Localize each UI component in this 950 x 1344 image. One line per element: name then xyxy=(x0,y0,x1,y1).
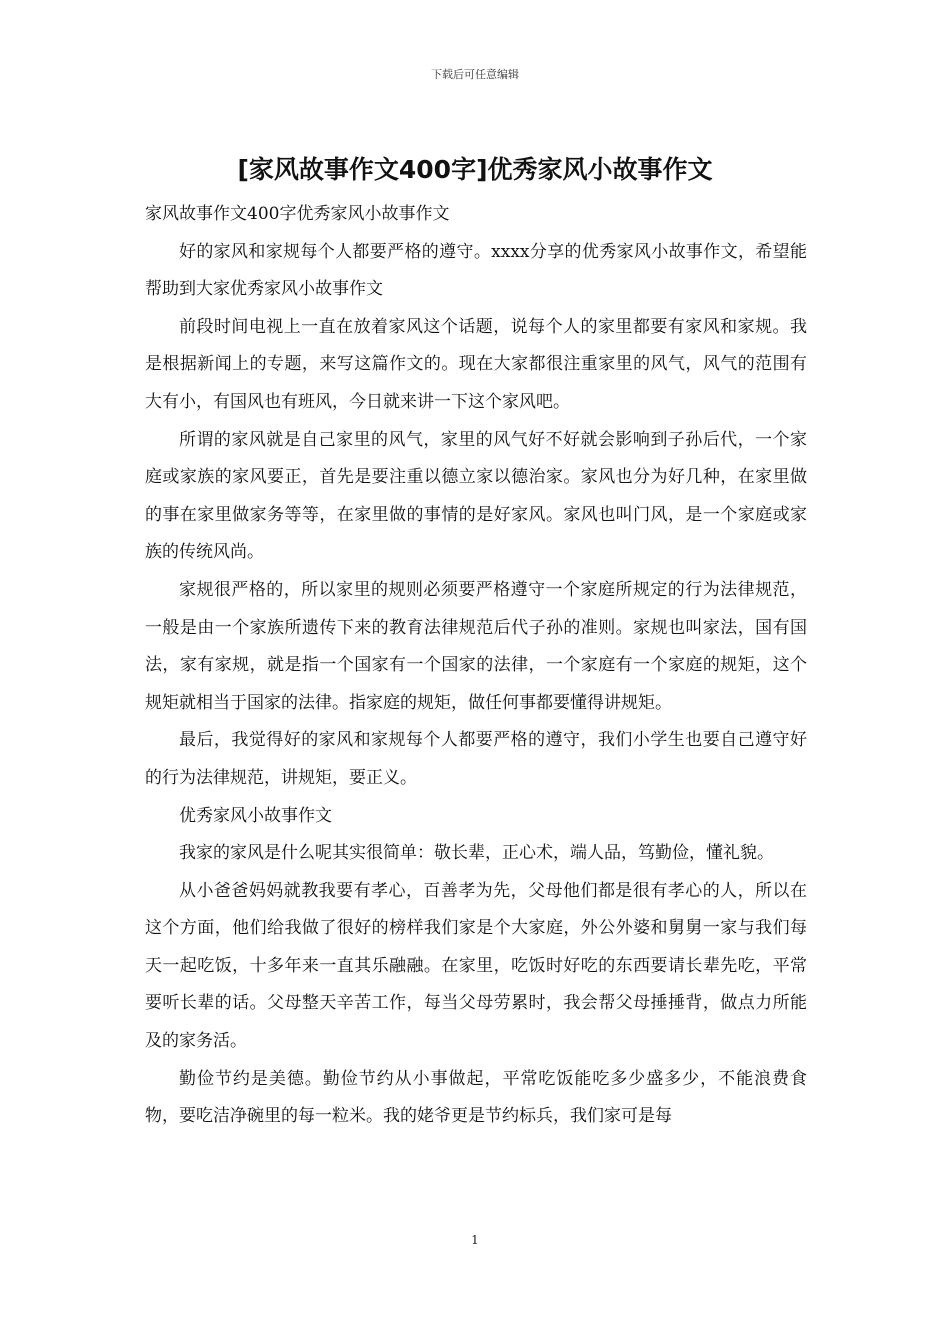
header-note: 下载后可任意编辑 xyxy=(431,68,519,81)
body-paragraph: 我家的家风是什么呢其实很简单：敬长辈，正心术，端人品，笃勤俭，懂礼貌。 xyxy=(179,843,774,864)
document-body xyxy=(145,196,807,1136)
body-paragraph: 从小爸爸妈妈就教我要有孝心，百善孝为先，父母他们都是很有孝心的人，所以在这个方面，他们给我做了很好的榜样我们家是个大家庭，外公外婆和舅舅一家与我们每天一起吃饭，十多年来一直其乐融融。在家里，吃饭时好吃的东西要请长辈先吃，平常要听长辈的话。父母整天辛苦工作，每当父母劳累时，我会帮父母捶捶背，做点力所能及的家务活。 xyxy=(145,880,807,1052)
body-paragraph: 所谓的家风就是自己家里的风气，家里的风气好不好就会影响到子孙后代，一个家庭或家族的家风要正，首先是要注重以德立家以德治家。家风也分为好几种，在家里做的事在家里做家务等等，在家里做的事情的是好家风。家风也叫门风，是一个家庭或家族的传统风尚。 xyxy=(145,429,807,563)
body-paragraph: 前段时间电视上一直在放着家风这个话题，说每个人的家里都要有家风和家规。我是根据新闻上的专题，来写这篇作文的。现在大家都很注重家里的风气，风气的范围有大有小，有国风也有班风，今日就来讲一下这个家风吧。 xyxy=(145,316,807,412)
intro-paragraph: 好的家风和家规每个人都要严格的遵守。xxxx分享的优秀家风小故事作文，希望能帮助到大家优秀家风小故事作文 xyxy=(145,241,807,300)
body-paragraph: 家规很严格的，所以家里的规则必须要严格遵守一个家庭所规定的行为法律规范，一般是由一个家族所遗传下来的教育法律规范后代子孙的准则。家规也叫家法，国有国法，家有家规，就是指一个国家有一个国家的法律，一个家庭有一个家庭的规矩，这个规矩就相当于国家的法律。指家庭的规矩，做任何事都要懂得讲规矩。 xyxy=(145,579,807,713)
page-number: 1 xyxy=(471,1233,479,1247)
document-title: [家风故事作文400字]优秀家风小故事作文 xyxy=(237,155,713,184)
body-paragraph: 最后，我觉得好的家风和家规每个人都要严格的遵守，我们小学生也要自己遵守好的行为法律规范，讲规矩，要正义。 xyxy=(145,730,807,788)
body-paragraph: 勤俭节约是美德。勤俭节约从小事做起，平常吃饭能吃多少盛多少，不能浪费食物，要吃洁净碗里的每一粒米。我的姥爷更是节约标兵，我们家可是每 xyxy=(145,1068,807,1127)
subtitle-paragraph: 家风故事作文400字优秀家风小故事作文 xyxy=(145,204,450,224)
section-heading: 优秀家风小故事作文 xyxy=(179,805,332,826)
